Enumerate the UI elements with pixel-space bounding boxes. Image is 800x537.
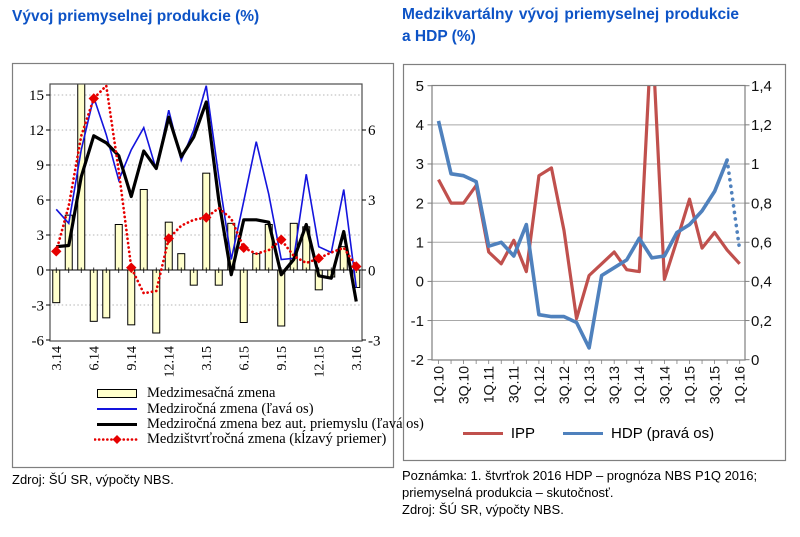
svg-text:3Q.10: 3Q.10 bbox=[455, 366, 472, 405]
svg-text:9.15: 9.15 bbox=[275, 346, 291, 371]
svg-text:3Q.12: 3Q.12 bbox=[555, 366, 572, 405]
legend-label: Medzištvrťročná zmena (kĺzavý priemer) bbox=[147, 431, 387, 448]
svg-text:1,2: 1,2 bbox=[751, 117, 772, 135]
svg-text:0: 0 bbox=[751, 351, 760, 369]
svg-text:12: 12 bbox=[29, 123, 44, 140]
svg-text:6.14: 6.14 bbox=[87, 346, 103, 371]
blue-line-icon bbox=[563, 432, 603, 436]
svg-text:0: 0 bbox=[368, 263, 376, 280]
svg-text:3: 3 bbox=[415, 156, 424, 174]
svg-text:6: 6 bbox=[36, 193, 44, 210]
svg-text:3.16: 3.16 bbox=[350, 346, 366, 371]
legend-item-qoq-moving-avg bbox=[94, 432, 424, 447]
svg-text:1Q.10: 1Q.10 bbox=[430, 366, 447, 405]
svg-text:3.15: 3.15 bbox=[200, 346, 216, 371]
svg-text:1Q.12: 1Q.12 bbox=[530, 366, 547, 405]
svg-text:-3: -3 bbox=[368, 333, 381, 350]
right-chart-source: Zdroj: ŠÚ SR, výpočty NBS. bbox=[402, 502, 564, 517]
svg-text:-2: -2 bbox=[410, 351, 424, 369]
legend-item-monthly-change bbox=[94, 386, 424, 401]
svg-text:1: 1 bbox=[415, 234, 424, 252]
svg-text:1Q.11: 1Q.11 bbox=[480, 366, 497, 404]
black-line-icon bbox=[94, 423, 140, 427]
svg-text:-3: -3 bbox=[31, 298, 44, 315]
svg-text:3Q.13: 3Q.13 bbox=[606, 366, 623, 405]
svg-text:0,4: 0,4 bbox=[751, 273, 772, 291]
svg-text:5: 5 bbox=[415, 77, 424, 95]
svg-text:12.14: 12.14 bbox=[162, 346, 178, 378]
svg-text:0,6: 0,6 bbox=[751, 234, 772, 252]
legend-label: IPP bbox=[510, 425, 536, 442]
legend-label: Medziročná zmena (ľavá os) bbox=[147, 400, 314, 417]
svg-text:3Q.15: 3Q.15 bbox=[706, 366, 723, 405]
svg-text:0,2: 0,2 bbox=[751, 312, 772, 330]
svg-text:3: 3 bbox=[368, 193, 376, 210]
svg-text:4: 4 bbox=[415, 117, 424, 135]
svg-text:15: 15 bbox=[29, 88, 44, 105]
bar-swatch-icon bbox=[94, 389, 140, 398]
svg-text:-6: -6 bbox=[31, 333, 44, 350]
left-chart bbox=[29, 77, 381, 377]
right-chart-note: Poznámka: 1. štvrťrok 2016 HDP – prognóza NBS P1Q 2016; priemyselná produkcia – skutočnosť. bbox=[402, 468, 758, 501]
svg-text:2: 2 bbox=[415, 195, 424, 213]
svg-text:1Q.16: 1Q.16 bbox=[731, 366, 748, 405]
svg-text:3: 3 bbox=[36, 228, 44, 245]
svg-text:0: 0 bbox=[415, 273, 424, 291]
svg-text:9: 9 bbox=[36, 158, 44, 175]
svg-text:3Q.14: 3Q.14 bbox=[656, 366, 673, 405]
right-chart-legend bbox=[432, 425, 745, 442]
left-chart-source: Zdroj: ŠÚ SR, výpočty NBS. bbox=[12, 472, 174, 487]
svg-text:3.14: 3.14 bbox=[50, 346, 66, 371]
legend-item-ipp bbox=[463, 425, 535, 442]
svg-text:0,8: 0,8 bbox=[751, 195, 772, 213]
red-line-icon bbox=[463, 432, 503, 436]
svg-text:9.14: 9.14 bbox=[125, 346, 141, 371]
right-chart bbox=[411, 27, 772, 404]
svg-text:12.15: 12.15 bbox=[312, 346, 328, 378]
svg-text:1Q.13: 1Q.13 bbox=[581, 366, 597, 405]
legend-label: Medziročná zmena bez aut. priemyslu (ľavá os) bbox=[147, 415, 424, 432]
svg-text:-1: -1 bbox=[410, 312, 424, 330]
svg-text:1,4: 1,4 bbox=[751, 77, 772, 95]
left-chart-title: Vývoj priemyselnej produkcie (%) bbox=[12, 8, 260, 25]
svg-text:1: 1 bbox=[751, 156, 760, 174]
blue-line-icon bbox=[94, 408, 140, 410]
right-chart-title: Medzikvartálny vývoj priemyselnej produkcie a HDP (%) bbox=[402, 6, 739, 45]
svg-text:6.15: 6.15 bbox=[237, 346, 253, 371]
svg-text:1Q.15: 1Q.15 bbox=[681, 366, 698, 405]
legend-label: HDP (pravá os) bbox=[611, 425, 715, 442]
red-dotted-line-icon bbox=[94, 434, 140, 445]
left-chart-legend bbox=[94, 386, 424, 448]
svg-text:0: 0 bbox=[36, 263, 44, 280]
svg-text:3Q.11: 3Q.11 bbox=[505, 366, 522, 404]
svg-text:1Q.14: 1Q.14 bbox=[631, 366, 648, 405]
legend-label: Medzimesačná zmena bbox=[147, 385, 276, 402]
legend-item-yoy-excl-auto bbox=[94, 417, 424, 432]
legend-item-yoy-change bbox=[94, 401, 424, 416]
svg-text:6: 6 bbox=[368, 123, 376, 140]
legend-item-hdp bbox=[563, 425, 714, 442]
